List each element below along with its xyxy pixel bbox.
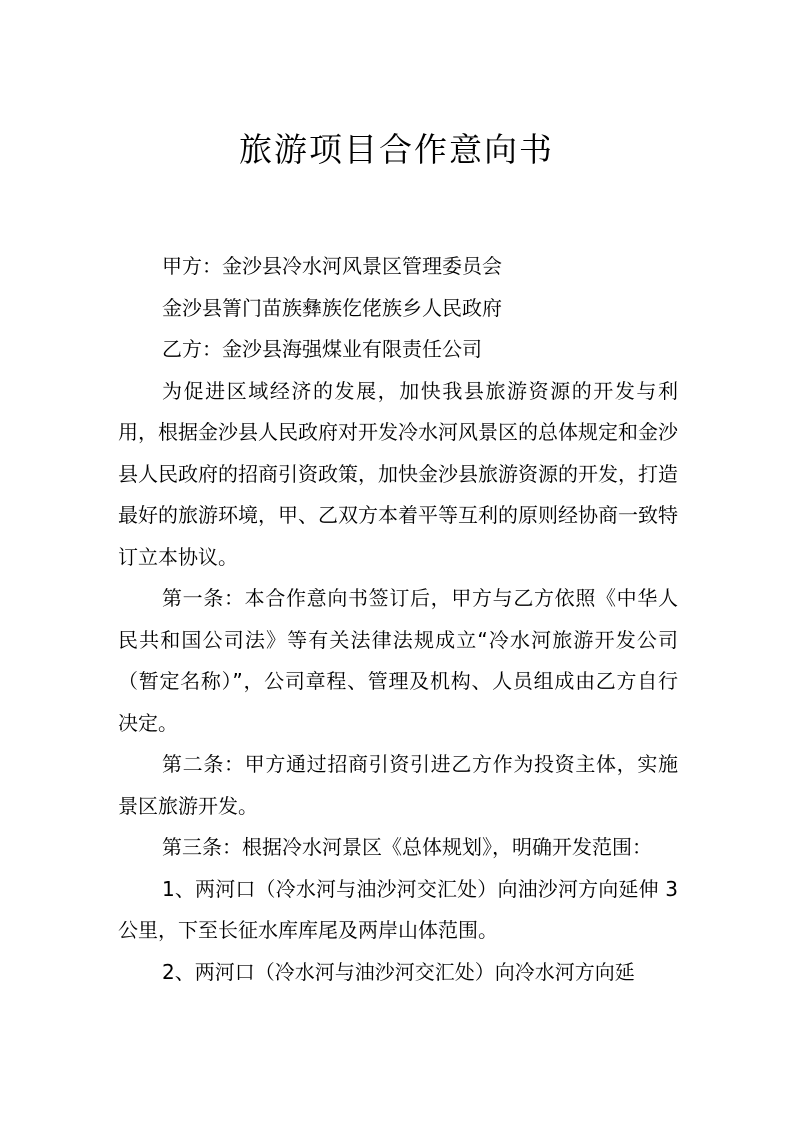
document-title: 旅游项目合作意向书 — [239, 130, 554, 169]
article-1-paragraph: 第一条：本合作意向书签订后，甲方与乙方依照《中华人民共和国公司法》等有关法律法规成立“冷水河旅游开发公司（暂定名称）”，公司章程、管理及机构、人员组成由乙方自行决定。 — [118, 586, 678, 735]
document-body — [118, 246, 678, 993]
party-a-line-1: 甲方：金沙县冷水河风景区管理委员会 — [162, 254, 502, 278]
party-b-line: 乙方：金沙县海强煤业有限责任公司 — [162, 337, 482, 361]
article-2-paragraph: 第二条：甲方通过招商引资引进乙方作为投资主体，实施景区旅游开发。 — [118, 752, 678, 818]
preamble-paragraph: 为促进区域经济的发展，加快我县旅游资源的开发与利用，根据金沙县人民政府对开发冷水河风景区的总体规定和金沙县人民政府的招商引资政策，加快金沙县旅游资源的开发，打造最好的旅游环境，甲、乙双方本着平等互利的原则经协商一致特订立本协议。 — [118, 378, 678, 569]
article-3-paragraph: 第三条：根据冷水河景区《总体规划》，明确开发范围： — [162, 835, 652, 859]
party-a-line-2: 金沙县箐门苗族彝族仡佬族乡人民政府 — [162, 295, 502, 320]
article-3-item-1: 1、两河口（冷水河与油沙河交汇处）向油沙河方向延伸 3 公里，下至长征水库库尾及两岸山体范围。 — [118, 876, 678, 942]
article-3-item-2: 2、两河口（冷水河与油沙河交汇处）向冷水河方向延 — [162, 959, 635, 984]
